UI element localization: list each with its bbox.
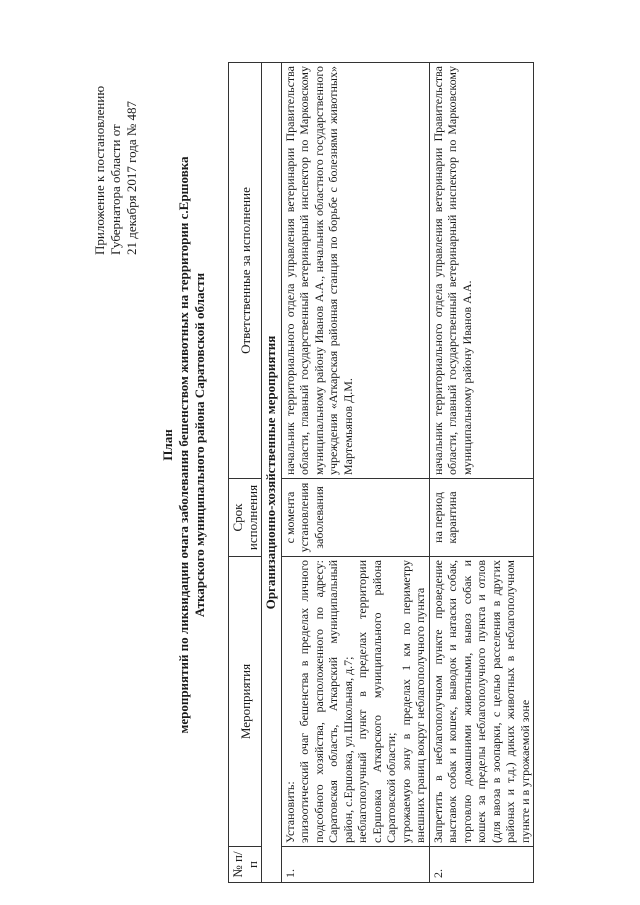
row-1-num: 1.: [281, 847, 429, 883]
row-2-event: [429, 557, 534, 847]
title-line-1: мероприятий по ликвидации очага заболевания бешенством животных на территории с.Ершовка: [176, 156, 191, 734]
section-row: [262, 63, 282, 883]
row-1-responsible: начальник территориального отдела управления ветеринарии Правительства области, главный государственный ветеринарный инспектор по Марковскому муниципальному району Иванов А.А., начальник областного государственного учреждения «Аткарская районная станция по борьбе с болезнями животных» Мартемьянов Д.М.: [281, 63, 429, 479]
row-1-term: с момента установления заболевания: [281, 479, 429, 557]
title-line-2: Аткарского муниципального района Саратовской области: [192, 272, 207, 618]
row-2-num: 2.: [429, 847, 534, 883]
plan-table: [228, 62, 534, 883]
appendix-line-2: Губернатора области от: [108, 124, 123, 255]
table-row: [281, 63, 429, 883]
header-term: Срок исполнения: [229, 479, 262, 557]
row-1-event-line: эпизоотический очаг бешенства в пределах личного подсобного хозяйства, расположенного по адресу: Саратовская область, Аткарский муниципальный район, с.Ершовка, ул.Школьная, д.7;: [297, 560, 355, 843]
row-1-event-line: Установить:: [282, 781, 297, 843]
header-resp: Ответственные за исполнение: [229, 63, 262, 479]
title-heading: План: [160, 429, 175, 461]
section-title: Организационно-хозяйственные мероприятия: [262, 63, 282, 883]
plan-title: [160, 45, 208, 845]
table-row: [429, 63, 534, 883]
row-2-event-line: Запретить в неблагополучном пункте проведение выставок собак и кошек, выводок и натаски собак, торговлю домашними животными, вывоз собак и кошек за пределы неблагополучного пункта и отлов (для ввоза в зоопарки, с целью расселения в других районах и т.д.) диких животных в неблагополучном пункте и в угрожаемой зоне: [430, 560, 532, 843]
header-num: № п/п: [229, 847, 262, 883]
row-1-event-line: угрожаемую зону в пределах 1 км по периметру внешних границ вокруг неблагополучного пункта: [398, 560, 427, 843]
row-2-term: на период карантина: [429, 479, 534, 557]
appendix-line-3: 21 декабря 2017 года № 487: [124, 100, 139, 255]
row-1-event: [281, 557, 429, 847]
row-2-responsible: начальник территориального отдела управления ветеринарии Правительства области, главный государственный ветеринарный инспектор по Марковскому муниципальному району Иванов А.А.: [429, 63, 534, 479]
appendix-note: [92, 15, 140, 255]
table-header-row: [229, 63, 262, 883]
header-event: Мероприятия: [229, 557, 262, 847]
appendix-line-1: Приложение к постановлению: [92, 85, 107, 255]
row-1-event-line: неблагополучный пункт в пределах территории с.Ершовка Аткарского муниципального района Саратовской области;: [355, 560, 398, 843]
